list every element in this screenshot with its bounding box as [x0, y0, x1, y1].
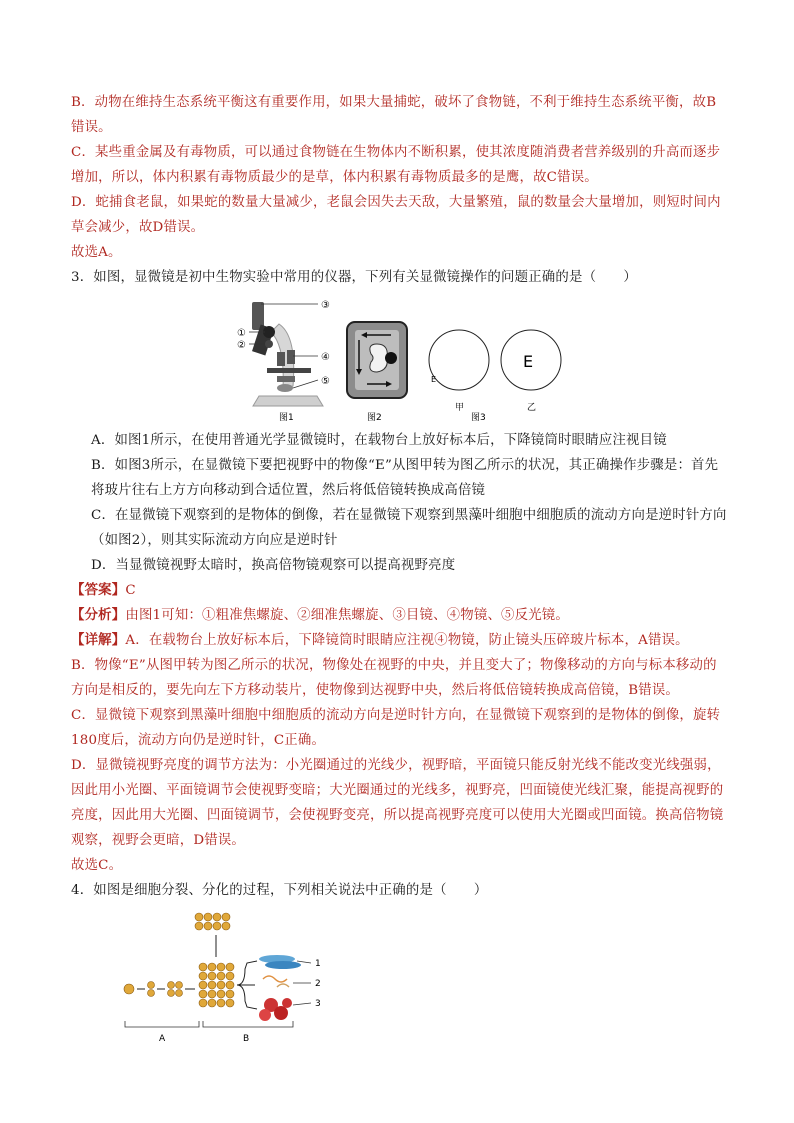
- detail-tag: 【详解】: [71, 632, 126, 648]
- large-e-letter: E: [523, 352, 534, 371]
- question-3-option-a: A．如图1所示，在使用普通光学显微镜时，在载物台上放好标本后，下降镜筒时眼睛应注视目镜: [91, 433, 667, 448]
- microscope-label-1: ①: [237, 328, 246, 339]
- prev-answer-conclusion: 故选A。: [71, 245, 122, 260]
- analysis-text: 由图1可知：①粗准焦螺旋、②细准焦螺旋、③目镜、④物镜、⑤反光镜。: [125, 608, 569, 623]
- yi-label: 乙: [527, 403, 537, 413]
- chloroplast-cell-illustration: [347, 322, 407, 398]
- microscope-label-2: ②: [237, 340, 246, 351]
- fig2-caption: 图2: [367, 413, 382, 423]
- analysis-tag: 【分析】: [71, 607, 126, 623]
- cell-division-figure-svg: [71, 909, 727, 1049]
- question-3-detail-c: C．显微镜下观察到黑藻叶细胞中细胞质的流动方向是逆时针方向，在显微镜下观察到的是物体的倒像，旋转180度后，流动方向仍是逆时针，C正确。: [71, 708, 721, 748]
- question-3-conclusion: 故选C。: [71, 858, 123, 873]
- microscope-label-3: ③: [321, 300, 330, 311]
- question-3-option-d: D．当显微镜视野太暗时，换高倍物镜观察可以提高视野亮度: [91, 558, 456, 573]
- question-3-detail-a-line: [71, 628, 727, 653]
- question-3-option-b: B．如图3所示，在显微镜下要把视野中的物像“E”从图甲转为图乙所示的状况，其正确操作步骤是：首先将玻片往右上方方向移动到合适位置，然后将低倍镜转换成高倍镜: [91, 458, 719, 498]
- question-3-stem: 3．如图，显微镜是初中生物实验中常用的仪器，下列有关显微镜操作的问题正确的是（ ）: [71, 270, 637, 285]
- cell-label-3: 3: [315, 999, 321, 1009]
- question-3-analysis-line: [71, 603, 727, 628]
- microscope-figure-svg: [71, 296, 727, 424]
- field-of-view-jia: [429, 330, 489, 390]
- differentiated-cells: [259, 955, 301, 1021]
- detail-a-text: A．在载物台上放好标本后，下降镜筒时眼睛应注视④物镜，防止镜头压碎玻片标本，A错误。: [125, 633, 689, 648]
- stage-a-label: A: [159, 1034, 166, 1044]
- question-4-stem: 4．如图是细胞分裂、分化的过程，下列相关说法中正确的是（ ）: [71, 883, 488, 898]
- microscope-figure: [71, 296, 727, 424]
- small-e-letter: E: [431, 375, 437, 384]
- stage-b-label: B: [243, 1034, 250, 1044]
- cell-label-2: 2: [315, 979, 321, 989]
- document-page: [71, 90, 727, 1049]
- cell-division-arrows: [137, 935, 257, 1009]
- cell-label-1: 1: [315, 959, 321, 969]
- microscope-illustration: [252, 302, 323, 406]
- fig1-caption: 图1: [279, 413, 294, 423]
- question-3-detail-d: D．显微镜视野亮度的调节方法为：小光圈通过的光线少，视野暗，平面镜只能反射光线不能改变光线强弱，因此用小光圈、平面镜调节会使视野变暗；大光圈通过的光线多，视野亮，凹面镜使光线汇聚，能提高视野的亮度，因此用大光圈、凹面镜调节，会使视野变亮，所以提高视野亮度可以使用大光圈或凹面镜。换高倍物镜观察，视野会更暗，D错误。: [71, 758, 724, 848]
- answer-tag: 【答案】: [71, 582, 126, 598]
- cell-division-figure: [71, 909, 727, 1049]
- prev-answer-b: B．动物在维持生态系统平衡这有重要作用，如果大量捕蛇，破坏了食物链，不利于维持生态系统平衡，故B错误。: [71, 95, 717, 135]
- microscope-label-4: ④: [321, 352, 330, 363]
- question-3-detail-b: B．物像“E”从图甲转为图乙所示的状况，物像处在视野的中央，并且变大了；物像移动的方向与标本移动的方向是相反的，要先向左下方移动装片，使物像到达视野中央，然后将低倍镜转换成高倍镜，B错误。: [71, 658, 717, 698]
- jia-label: 甲: [455, 403, 465, 413]
- prev-answer-c: C．某些重金属及有毒物质，可以通过食物链在生物体内不断积累，使其浓度随消费者营养级别的升高而逐步增加，所以，体内积累有毒物质最少的是草，体内积累有毒物质最多的是鹰，故C错误。: [71, 145, 721, 185]
- answer-value: C: [125, 583, 136, 598]
- stage-brackets: [125, 1021, 293, 1027]
- microscope-label-5: ⑤: [321, 376, 330, 387]
- fig3-caption: 图3: [471, 413, 486, 423]
- cell-division-illustration: [124, 913, 234, 1007]
- question-3-answer-line: [71, 578, 727, 603]
- question-3-option-c: C．在显微镜下观察到的是物体的倒像，若在显微镜下观察到黑藻叶细胞中细胞质的流动方向是逆时针方向（如图2），则其实际流动方向应是逆时针: [91, 508, 727, 548]
- prev-answer-d: D．蛇捕食老鼠，如果蛇的数量大量减少，老鼠会因失去天敌，大量繁殖，鼠的数量会大量增加，则短时间内草会减少，故D错误。: [71, 195, 721, 235]
